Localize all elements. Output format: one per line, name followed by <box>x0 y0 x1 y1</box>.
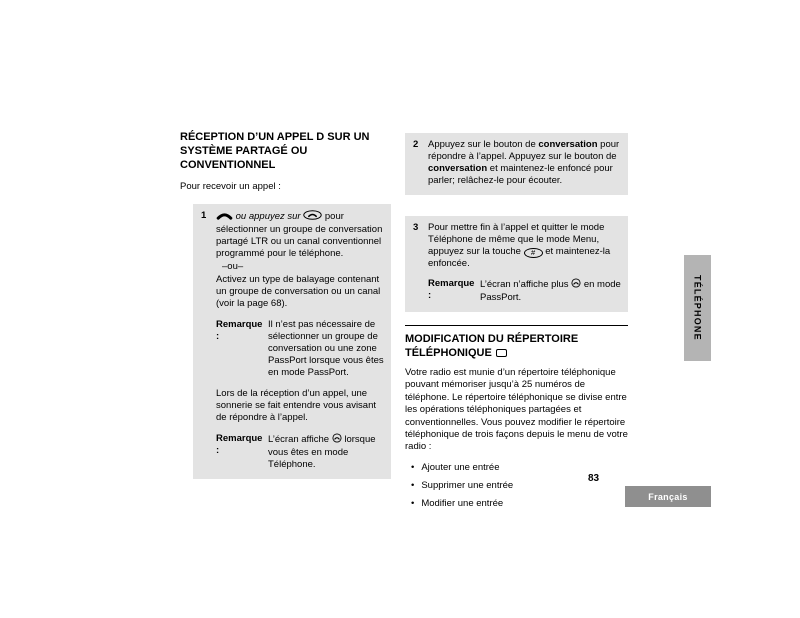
heading-text: MODIFICATION DU RÉPERTOIRE TÉLÉPHONIQUE <box>405 333 579 359</box>
left-column <box>180 130 392 479</box>
handset-icon <box>216 211 233 224</box>
step-2 <box>411 139 621 187</box>
note-label: Remarque : <box>216 433 263 456</box>
call-key-icon <box>303 210 322 224</box>
menu-button-icon <box>496 349 507 357</box>
note-text-post: lorsque vous êtes en mode Téléphone. <box>268 434 376 470</box>
or-separator: –ou– <box>222 261 244 272</box>
bullet-marker: • <box>411 461 415 473</box>
bullet-list <box>405 462 628 510</box>
note-text: Il n’est pas nécessaire de sélectionner un groupe de conversation ou une zone PassPort lorsque vous êtes en mode PassPort. <box>268 319 384 378</box>
step2-bold-term: conversation <box>428 163 488 174</box>
section-heading-reception: RÉCEPTION D’UN APPEL D SUR UN SYSTÈME PARTAGÉ OU CONVENTIONNEL <box>180 131 370 171</box>
note-text-pre: L’écran n’affiche plus <box>480 279 569 290</box>
step2-text: Appuyez sur le bouton de <box>428 139 536 150</box>
note-text-pre: L’écran affiche <box>268 434 330 445</box>
note <box>428 278 621 304</box>
language-footer <box>625 486 711 507</box>
step-number: 1 <box>201 210 207 221</box>
side-tab-label: TÉLÉPHONE <box>692 275 703 341</box>
step-body <box>216 210 384 310</box>
step1-press-text: ou appuyez sur <box>235 211 301 222</box>
section-heading-directory <box>405 332 628 360</box>
step3-text: Pour mettre fin à l’appel et quitter le mode Téléphone de même que le mode Menu, appuyez sur la touche <box>428 222 605 257</box>
phone-circle-icon <box>332 433 342 447</box>
bullet-text: Ajouter une entrée <box>421 461 500 473</box>
step-number: 3 <box>413 222 419 233</box>
step1-notes <box>216 319 384 471</box>
step1-box <box>193 204 391 479</box>
step3-text: et maintenez-la enfoncée. <box>428 246 611 269</box>
pound-key-label: # <box>531 248 536 257</box>
note <box>216 319 384 379</box>
step1-text: pour sélectionner un groupe de conversation partagé LTR ou un canal conventionnel programmé pour le téléphone. <box>216 211 383 259</box>
right-column <box>405 133 628 510</box>
bullet-marker: • <box>411 479 415 491</box>
bullet-text: Modifier une entrée <box>421 497 504 509</box>
step2-text: pour répondre à l’appel. Appuyez sur le bouton de <box>428 139 620 162</box>
step3-box <box>405 216 628 312</box>
step-3 <box>411 222 621 304</box>
intro-text: Pour recevoir un appel : <box>180 181 281 192</box>
step2-box <box>405 133 628 195</box>
step2-bold-term: conversation <box>538 139 598 150</box>
note <box>216 433 384 471</box>
phone-circle-icon <box>571 278 581 292</box>
note-text <box>268 433 384 471</box>
page-number: 83 <box>588 473 600 484</box>
step-body <box>428 222 621 304</box>
note-label: Remarque : <box>428 278 475 301</box>
step-number: 2 <box>413 139 419 150</box>
step1-alternative: Activez un type de balayage contenant un groupe de conversation ou un canal (voir la page 68). <box>216 274 381 309</box>
note-text <box>480 278 621 304</box>
list-item <box>405 498 628 510</box>
language-label: Français <box>648 491 688 502</box>
note-label: Remarque : <box>216 319 263 342</box>
pound-key-icon <box>524 248 543 258</box>
step2-text: et maintenez-le enfoncé pour parler; relâchez-le pour écouter. <box>428 163 613 186</box>
directory-body: Votre radio est munie d’un répertoire téléphonique pouvant mémoriser jusqu’à 25 numéros de téléphone. Le répertoire téléphonique se divise entre les opérations téléphoniques partagées et conventionnelles. Vous pouvez modifier le répertoire téléphonique de trois façons depuis le menu de votre radio : <box>405 367 628 453</box>
step-1 <box>199 210 384 310</box>
note-text-post: en mode PassPort. <box>480 279 621 303</box>
side-tab-telephone <box>684 255 711 361</box>
ring-paragraph: Lors de la réception d’un appel, une sonnerie se fait entendre vous avisant de répondre à l’appel. <box>216 388 377 423</box>
bullet-marker: • <box>411 497 415 509</box>
bullet-text: Supprimer une entrée <box>421 479 514 491</box>
step-body <box>428 139 621 187</box>
